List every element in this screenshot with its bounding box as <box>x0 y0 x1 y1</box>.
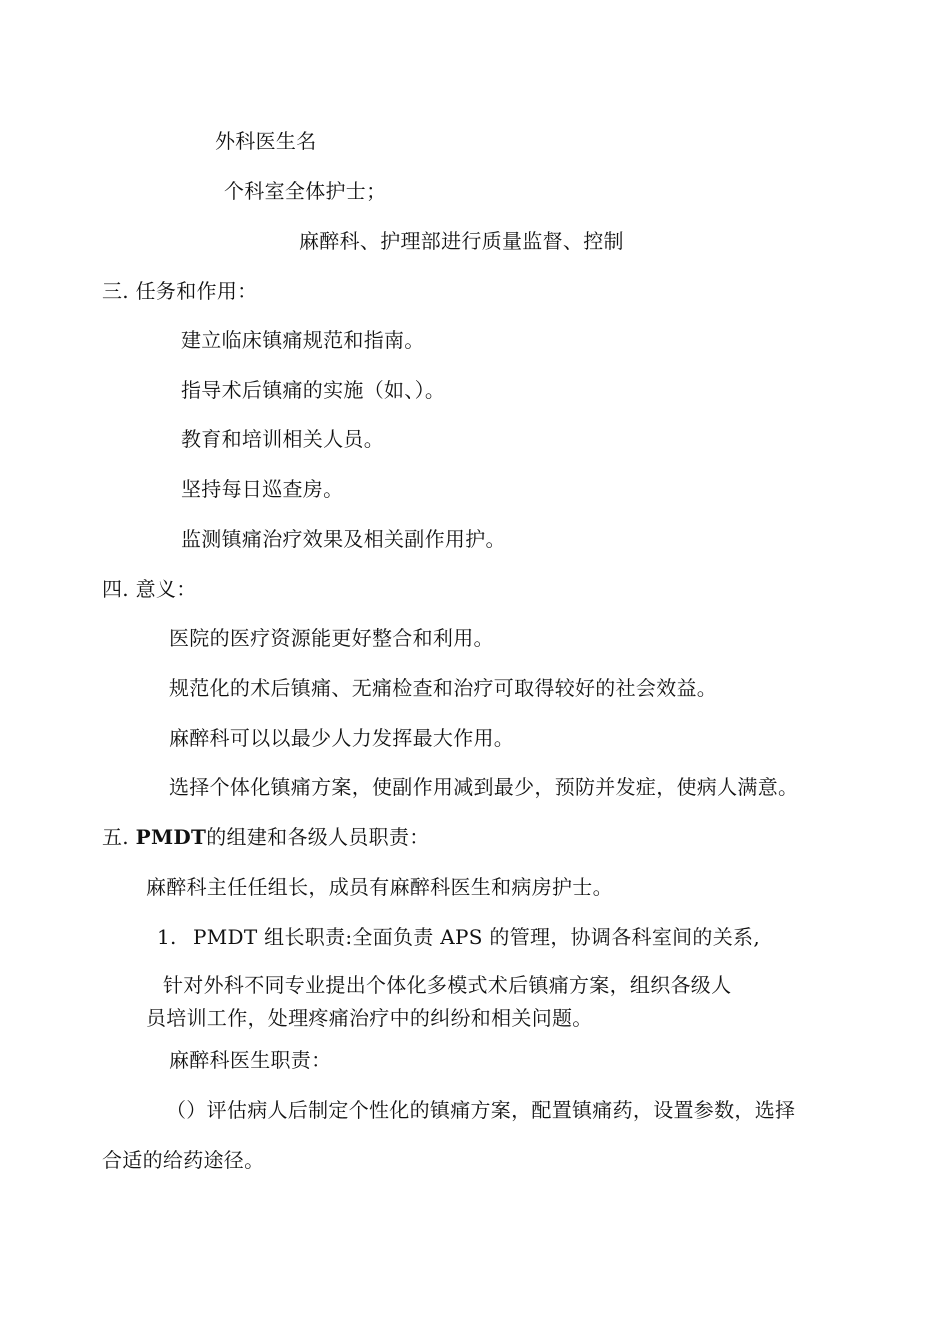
section3-heading: 三. 任务和作用： <box>102 279 258 303</box>
section4-item: 规范化的术后镇痛、无痛检查和治疗可取得较好的社会效益。 <box>169 676 718 700</box>
intro-line-nurses: 个科室全体护士； <box>224 179 387 203</box>
section5-item1-text: PMDT 组长职责:全面负责 APS 的管理，协调各科室间的关系, <box>193 925 760 949</box>
intro-line-surgeon: 外科医生名 <box>215 129 317 153</box>
section3-item: 监测镇痛治疗效果及相关副作用护。 <box>181 527 506 551</box>
section4-item: 选择个体化镇痛方案，使副作用减到最少，预防并发症，使病人满意。 <box>169 775 799 799</box>
section4-item: 麻醉科可以以最少人力发挥最大作用。 <box>169 726 515 750</box>
doctor-duty-item-continuation: 合适的给药途径。 <box>102 1148 265 1172</box>
doctor-duty-title: 麻醉科医生职责： <box>169 1048 332 1072</box>
section3-item: 建立临床镇痛规范和指南。 <box>181 328 425 352</box>
doctor-duty-item: （）评估病人后制定个性化的镇痛方案，配置镇痛药，设置参数，选择 <box>166 1098 796 1122</box>
intro-line-supervision: 麻醉科、护理部进行质量监督、控制 <box>299 229 624 253</box>
section5-item1-number: 1. <box>157 925 177 949</box>
section3-item: 教育和培训相关人员。 <box>181 427 384 451</box>
section3-item: 指导术后镇痛的实施（如、）。 <box>181 378 446 402</box>
section5-item1 <box>157 925 760 949</box>
section4-item: 医院的医疗资源能更好整合和利用。 <box>169 626 494 650</box>
section5-heading-rest: 的组建和各级人员职责： <box>206 825 430 849</box>
section5-heading-bold: PMDT <box>135 825 207 849</box>
section5-item1-continuation: 员培训工作，处理疼痛治疗中的纠纷和相关问题。 <box>146 1006 593 1030</box>
section5-heading <box>102 825 430 849</box>
section3-item: 坚持每日巡查房。 <box>181 477 344 501</box>
section5-item1-continuation: 针对外科不同专业提出个体化多模式术后镇痛方案，组织各级人 <box>163 973 732 997</box>
section5-heading-prefix: 五. <box>102 825 129 849</box>
section4-heading: 四. 意义： <box>102 577 197 601</box>
section5-composition: 麻醉科主任任组长，成员有麻醉科医生和病房护士。 <box>146 875 613 899</box>
